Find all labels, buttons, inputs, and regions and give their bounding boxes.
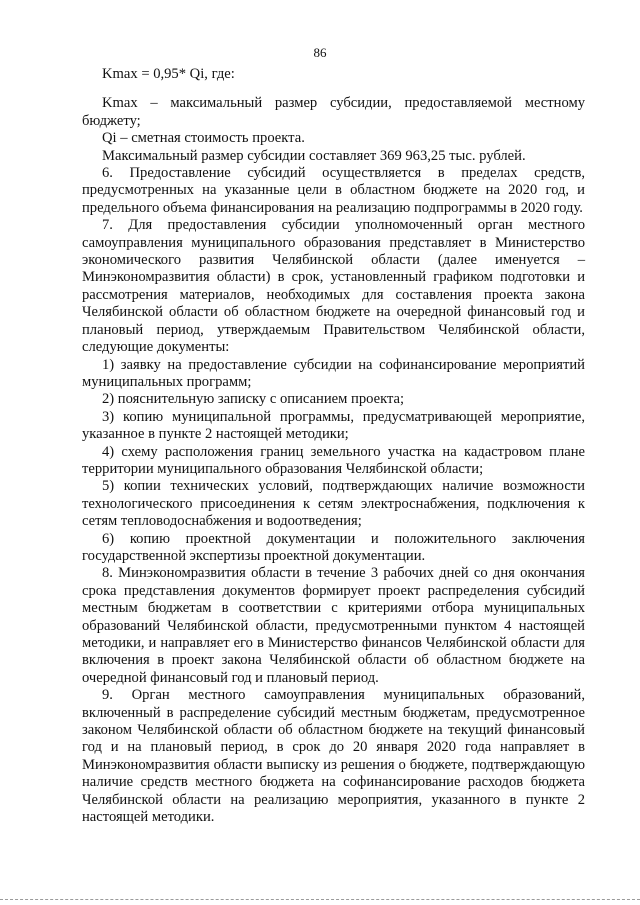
definition-kmax: Kmax – максимальный размер субсидии, предоставляемой местному бюджету; — [82, 95, 585, 129]
spacer — [82, 83, 585, 95]
clause-8: 8. Минэкономразвития области в течение 3 рабочих дней со дня окончания срока представления документов формирует проект распределения субсидий местным бюджетам в соответствии с критериями отбора муниципальных образований Челябинской области, предусмотренными пунктом 4 настоящей методики, и направляет его в Министерство финансов Челябинской области для включения в проект закона Челябинской области об областном бюджете на очередной финансовый год и плановый период. — [82, 565, 585, 686]
definition-qi: Qi – сметная стоимость проекта. — [102, 130, 305, 147]
clause-7-item-2: 2) пояснительную записку с описанием проекта; — [102, 391, 405, 408]
page-number: 86 — [313, 45, 327, 60]
formula-line: Kmax = 0,95* Qi, где: — [102, 66, 235, 82]
clause-6: 6. Предоставление субсидий осуществляется в пределах средств, предусмотренных на указанные цели в областном бюджете на 2020 год, и предельного объема финансирования на реализацию подпрограммы в 2020 году. — [82, 165, 585, 216]
clause-9: 9. Орган местного самоуправления муниципальных образований, включенный в распределение субсидий местным бюджетам, предусмотренное законом Челябинской области об областном бюджете на текущий финансовый год и на плановый период, в срок до 20 января 2020 года направляет в Минэкономразвития области выписку из решения о бюджете, подтверждающую наличие средств местного бюджета на софинансирование расходов бюджета Челябинской области на реализацию мероприятия, указанного в пункте 2 настоящей методики. — [82, 687, 585, 826]
clause-7-item-5: 5) копии технических условий, подтверждающих наличие возможности технологического присоединения к сетям электроснабжения, подключения к сетям тепловодоснабжения и водоотведения; — [82, 478, 585, 530]
max-subsidy-statement: Максимальный размер субсидии составляет 369 963,25 тыс. рублей. — [102, 147, 526, 164]
clause-7: 7. Для предоставления субсидии уполномоченный орган местного самоуправления муниципального образования представляет в Министерство экономического развития Челябинской области (далее именуется – Минэкономразвития области) в срок, установленный графиком подготовки и рассмотрения материалов, необходимых для составления проекта закона Челябинской области об областном бюджете на очередной финансовый год и плановый период, утверждаемым Правительством Челябинской области, следующие документы: — [82, 217, 585, 356]
document-body — [82, 66, 585, 826]
page-bottom-rule — [0, 899, 640, 900]
clause-7-item-4: 4) схему расположения границ земельного участка на кадастровом плане территории муниципального образования Челябинской области; — [82, 443, 585, 477]
clause-7-item-3: 3) копию муниципальной программы, предусматривающей мероприятие, указанное в пункте 2 настоящей методики; — [82, 408, 585, 443]
clause-7-item-6: 6) копию проектной документации и положительного заключения государственной экспертизы проектной документации. — [82, 530, 585, 564]
clause-7-item-1: 1) заявку на предоставление субсидии на софинансирование мероприятий муниципальных программ; — [82, 356, 585, 390]
